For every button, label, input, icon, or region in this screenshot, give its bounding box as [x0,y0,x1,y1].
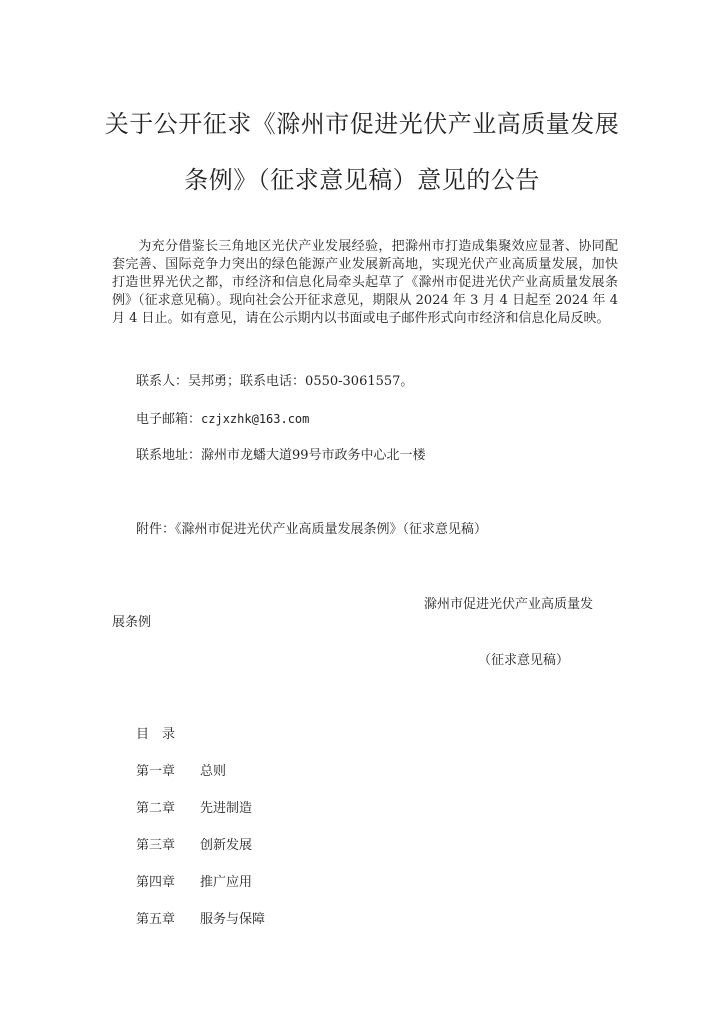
toc-chapter-title: 推广应用 [200,875,253,890]
address-label: 联系地址： [136,448,202,463]
toc-chapter-title: 创新发展 [200,838,253,853]
contact-person: 吴邦勇； [188,374,241,389]
notice-body-text: 为充分借鉴长三角地区光伏产业发展经验，把滁州市打造成集聚效应显著、协同配套完善、国际竞争力突出的绿色能源产业发展新高地，实现光伏产业高质量发展，加快打造世界光伏之都，市经济和信息化局牵头起草了《滁州市促进光伏产业高质量发展条例》（征求意见稿）。现向社会公开征求意见，期限从 2024 年 3 月 4 日起至 2024 年 4 月 4 日止。如有意见，请在公示期内以书面或电子邮件形式向市经济和信息化局反映。 [112,239,618,326]
phone-number: 0550-3061557。 [305,374,414,389]
email-line [136,410,309,429]
toc-item [136,800,252,818]
toc-item [136,874,252,892]
phone-label: 联系电话： [240,374,306,389]
notice-title-line-1: 关于公开征求《滁州市促进光伏产业高质量发展 [104,110,620,138]
regulation-title-part-1: 滁州市促进光伏产业高质量发 [424,597,594,612]
notice-body-paragraph [112,238,618,328]
toc-heading: 目 录 [136,727,176,742]
toc-chapter-number: 第五章 [136,912,176,927]
address-line [136,447,426,465]
toc-item [136,763,226,781]
email-label: 电子邮箱： [136,412,202,427]
regulation-title-part-2: 展条例 [112,615,152,630]
email-address[interactable]: czjxzhk@163.com [201,412,310,426]
address-value: 滁州市龙蟠大道99号市政务中心北一楼 [201,448,426,463]
regulation-subtitle: （征求意见稿） [478,653,570,668]
contact-label: 联系人： [136,374,189,389]
toc-chapter-title: 服务与保障 [200,912,266,927]
toc-chapter-number: 第一章 [136,764,176,779]
toc-item [136,837,252,855]
toc-chapter-title: 总则 [200,764,227,779]
notice-title-line-2: 条例》（征求意见稿）意见的公告 [184,166,540,194]
toc-chapter-number: 第三章 [136,838,176,853]
toc-item [136,911,265,929]
contact-line [136,373,413,391]
toc-chapter-title: 先进制造 [200,801,253,816]
toc-chapter-number: 第二章 [136,801,176,816]
attachment-line: 附件：《滁州市促进光伏产业高质量发展条例》（征求意见稿） [136,522,488,537]
toc-chapter-number: 第四章 [136,875,176,890]
